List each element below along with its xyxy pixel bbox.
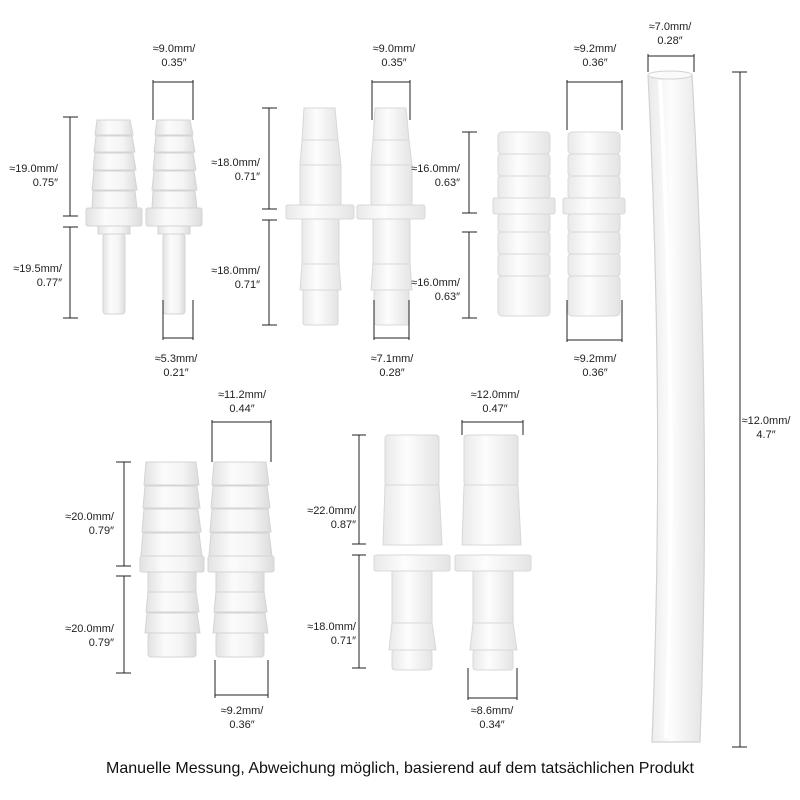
g2-upper-in: 0.71″ bbox=[234, 171, 260, 183]
g3-bottom-in: 0.36″ bbox=[582, 367, 608, 379]
tube-length-dimension bbox=[730, 414, 800, 442]
g4-lower-dimension bbox=[44, 622, 114, 650]
g4-upper-in: 0.79″ bbox=[88, 525, 114, 537]
connector-1b bbox=[146, 120, 202, 314]
connector-4b bbox=[208, 462, 274, 657]
g1-bottom-mm: ≈5.3mm/ bbox=[154, 353, 198, 365]
g5-lower-dimension bbox=[280, 620, 356, 648]
g2-top-dimension bbox=[352, 42, 436, 70]
g1-lower-mm: ≈19.5mm/ bbox=[13, 263, 62, 275]
g1-bottom-in: 0.21″ bbox=[163, 367, 189, 379]
connector-group-4 bbox=[140, 462, 274, 657]
g2-bottom-dimension bbox=[352, 352, 432, 380]
g4-bottom-mm: ≈9.2mm/ bbox=[220, 705, 264, 717]
g2-upper-mm: ≈18.0mm/ bbox=[211, 157, 260, 169]
connector-3b bbox=[563, 132, 625, 316]
g3-top-mm: ≈9.2mm/ bbox=[573, 43, 617, 55]
g5-bottom-dimension bbox=[450, 704, 534, 732]
g2-top-in: 0.35″ bbox=[381, 57, 407, 69]
g3-top-in: 0.36″ bbox=[582, 57, 608, 69]
g5-top-dimension bbox=[452, 388, 538, 416]
g4-upper-mm: ≈20.0mm/ bbox=[65, 511, 114, 523]
tube-length-mm: ≈12.0mm/ bbox=[741, 415, 791, 427]
g5-bottom-mm: ≈8.6mm/ bbox=[470, 705, 514, 717]
connector-1a bbox=[86, 120, 142, 314]
g2-lower-in: 0.71″ bbox=[234, 279, 260, 291]
tube-diameter-mm: ≈7.0mm/ bbox=[648, 21, 692, 33]
connector-group-1 bbox=[86, 120, 202, 314]
tube-diameter-dimension bbox=[630, 20, 710, 48]
connector-group-5 bbox=[374, 435, 531, 670]
g1-lower-in: 0.77″ bbox=[36, 277, 62, 289]
g1-top-in: 0.35″ bbox=[161, 57, 187, 69]
measurement-disclaimer: Manuelle Messung, Abweichung möglich, basierend auf dem tatsächlichen Produkt bbox=[106, 760, 694, 777]
g3-top-dimension bbox=[552, 42, 638, 70]
g4-lower-mm: ≈20.0mm/ bbox=[65, 623, 114, 635]
g4-upper-dimension bbox=[44, 510, 114, 538]
connector-5b bbox=[455, 435, 531, 670]
g3-bottom-dimension bbox=[552, 352, 638, 380]
g4-bottom-dimension bbox=[200, 704, 284, 732]
g5-bottom-in: 0.34″ bbox=[479, 719, 505, 731]
g5-upper-mm: ≈22.0mm/ bbox=[307, 505, 356, 517]
g2-bottom-mm: ≈7.1mm/ bbox=[370, 353, 414, 365]
g4-lower-in: 0.79″ bbox=[88, 637, 114, 649]
g1-top-mm: ≈9.0mm/ bbox=[152, 43, 196, 55]
connector-3a bbox=[493, 132, 555, 316]
g3-lower-mm: ≈16.0mm/ bbox=[411, 277, 460, 289]
g1-bottom-dimension bbox=[136, 352, 216, 380]
tube-length-in: 4.7″ bbox=[756, 429, 776, 441]
g1-upper-mm: ≈19.0mm/ bbox=[9, 163, 58, 175]
g4-top-dimension bbox=[198, 388, 286, 416]
g3-bottom-mm: ≈9.2mm/ bbox=[573, 353, 617, 365]
g5-top-in: 0.47″ bbox=[482, 403, 508, 415]
g4-top-mm: ≈11.2mm/ bbox=[217, 389, 266, 401]
g3-upper-mm: ≈16.0mm/ bbox=[411, 163, 460, 175]
g2-lower-mm: ≈18.0mm/ bbox=[211, 265, 260, 277]
g1-top-dimension bbox=[132, 42, 216, 70]
g2-upper-dimension bbox=[196, 156, 260, 184]
tube-diameter-in: 0.28″ bbox=[657, 35, 683, 47]
g3-lower-in: 0.63″ bbox=[434, 291, 460, 303]
g2-bottom-in: 0.28″ bbox=[379, 367, 405, 379]
connector-group-3 bbox=[493, 132, 625, 316]
silicone-tube bbox=[648, 71, 705, 742]
g2-lower-dimension bbox=[196, 264, 260, 292]
g5-lower-in: 0.71″ bbox=[330, 635, 356, 647]
g3-lower-dimension bbox=[398, 276, 460, 304]
g5-upper-dimension bbox=[280, 504, 356, 532]
g5-upper-in: 0.87″ bbox=[330, 519, 356, 531]
g4-bottom-in: 0.36″ bbox=[229, 719, 255, 731]
g1-upper-in: 0.75″ bbox=[32, 177, 58, 189]
g5-lower-mm: ≈18.0mm/ bbox=[307, 621, 356, 633]
connector-4a bbox=[140, 462, 204, 657]
g1-lower-dimension bbox=[0, 262, 62, 290]
g3-upper-dimension bbox=[398, 162, 460, 190]
connector-5a bbox=[374, 435, 450, 670]
connector-2a bbox=[286, 108, 354, 325]
g5-top-mm: ≈12.0mm/ bbox=[470, 389, 520, 401]
g1-upper-dimension bbox=[0, 162, 58, 190]
g2-top-mm: ≈9.0mm/ bbox=[372, 43, 416, 55]
g3-upper-in: 0.63″ bbox=[434, 177, 460, 189]
g4-top-in: 0.44″ bbox=[229, 403, 255, 415]
